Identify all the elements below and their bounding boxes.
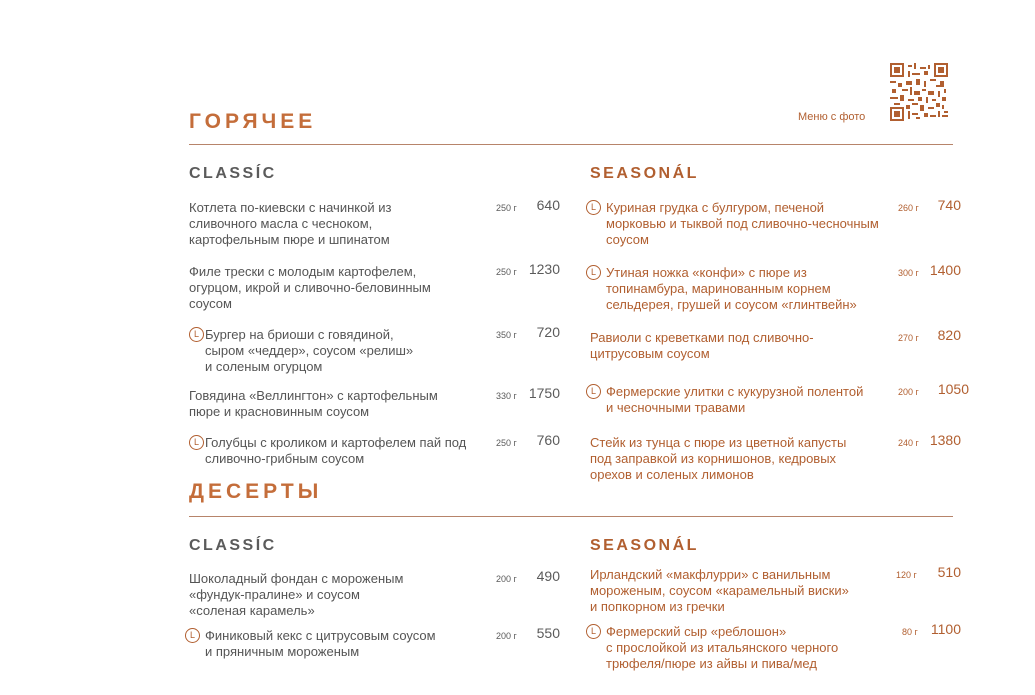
dish-weight: 330 г: [496, 391, 517, 401]
dish-description: Стейк из тунца с пюре из цветной капусты под заправкой из корнишонов, кедровых орехов и соленых лимонов: [590, 435, 847, 482]
menu-item: [586, 621, 961, 671]
menu-item: [189, 197, 560, 247]
dish-price: 1400: [929, 262, 961, 278]
seasonal-column-title: SEASONÁL: [590, 537, 699, 554]
desserts-section-title: ДЕСЕРТЫ: [189, 480, 323, 503]
dish-description: Филе трески с молодым картофелем, огурцом, икрой и сливочно-беловинным соусом: [189, 264, 431, 311]
dish-description: Фермерские улитки с кукурузной полентой и чесночными травами: [606, 384, 864, 415]
dish-description: Утиная ножка «конфи» с пюре из топинамбура, маринованным корнем сельдерея, грушей и соусом «глинтвейн»: [606, 265, 857, 312]
lactose-free-icon: L: [586, 624, 601, 639]
dish-price: 820: [937, 327, 961, 343]
dish-weight: 200 г: [496, 574, 517, 584]
menu-item: [189, 385, 560, 420]
menu-item: [586, 381, 969, 416]
dish-description: Шоколадный фондан с мороженым «фундук-пралине» и соусом «соленая карамель»: [189, 571, 404, 618]
dish-description: Финиковый кекс с цитрусовым соусом и пряничным мороженым: [205, 628, 436, 659]
dish-weight: 250 г: [496, 203, 517, 213]
lactose-free-icon: L: [586, 265, 601, 280]
menu-item: [586, 197, 961, 247]
lactose-free-icon: L: [586, 384, 601, 399]
menu-item: [590, 432, 961, 482]
menu-item: [590, 327, 961, 362]
dish-weight: 270 г: [898, 333, 919, 343]
dish-price: 1230: [528, 261, 560, 277]
dish-description: Голубцы с кроликом и картофелем пай под сливочно-грибным соусом: [205, 435, 467, 466]
dish-price: 640: [536, 197, 560, 213]
lactose-free-icon: L: [189, 435, 204, 450]
dish-price: 490: [536, 568, 560, 584]
dish-price: 1050: [937, 381, 969, 397]
menu-item: [586, 262, 961, 312]
dish-weight: 200 г: [496, 631, 517, 641]
dish-weight: 80 г: [902, 627, 918, 637]
lactose-free-icon: L: [185, 628, 200, 643]
lactose-free-icon: L: [586, 200, 601, 215]
dish-description: Куриная грудка с булгуром, печеной морковью и тыквой под сливочно-чесночным соусом: [606, 200, 879, 247]
menu-item: [189, 261, 560, 311]
qr-code-icon[interactable]: [890, 63, 948, 121]
section-divider: [189, 516, 953, 517]
dish-weight: 260 г: [898, 203, 919, 213]
hot-section-title: ГОРЯЧЕЕ: [189, 110, 317, 133]
menu-item: [189, 568, 560, 618]
menu-item: [590, 564, 961, 614]
dish-description: Говядина «Веллингтон» с картофельным пюре и красновинным соусом: [189, 388, 438, 419]
menu-item: [189, 432, 560, 467]
menu-item: [189, 324, 560, 374]
dish-price: 550: [536, 625, 560, 641]
dish-description: Ирландский «макфлурри» с ванильным мороженым, соусом «карамельный виски» и попкорном из гречки: [590, 567, 849, 614]
seasonal-column-title: SEASONÁL: [590, 165, 699, 182]
dish-description: Фермерский сыр «реблошон» с прослойкой из итальянского черного трюфеля/пюре из айвы и пива/мед: [606, 624, 839, 671]
dish-weight: 300 г: [898, 268, 919, 278]
menu-with-photo-link[interactable]: Меню с фото: [798, 111, 866, 123]
dish-weight: 250 г: [496, 438, 517, 448]
dish-description: Бургер на бриоши с говядиной, сыром «чеддер», соусом «релиш» и соленым огурцом: [205, 327, 414, 374]
dish-price: 760: [536, 432, 560, 448]
dish-description: Котлета по-киевски с начинкой из сливочного масла с чесноком, картофельным пюре и шпинатом: [189, 200, 392, 247]
menu-item: [185, 625, 560, 660]
dish-price: 1750: [528, 385, 560, 401]
dish-weight: 240 г: [898, 438, 919, 448]
section-divider: [189, 144, 953, 145]
dish-weight: 200 г: [898, 387, 919, 397]
dish-price: 720: [536, 324, 560, 340]
dish-weight: 120 г: [896, 570, 917, 580]
lactose-free-icon: L: [189, 327, 204, 342]
dish-weight: 250 г: [496, 267, 517, 277]
dish-description: Равиоли с креветками под сливочно- цитрусовым соусом: [590, 330, 814, 361]
classic-column-title: CLASSÍC: [189, 165, 277, 182]
dish-price: 740: [937, 197, 961, 213]
dish-price: 1380: [929, 432, 961, 448]
dish-price: 1100: [930, 621, 961, 637]
classic-column-title: CLASSÍC: [189, 537, 277, 554]
dish-price: 510: [937, 564, 961, 580]
dish-weight: 350 г: [496, 330, 517, 340]
